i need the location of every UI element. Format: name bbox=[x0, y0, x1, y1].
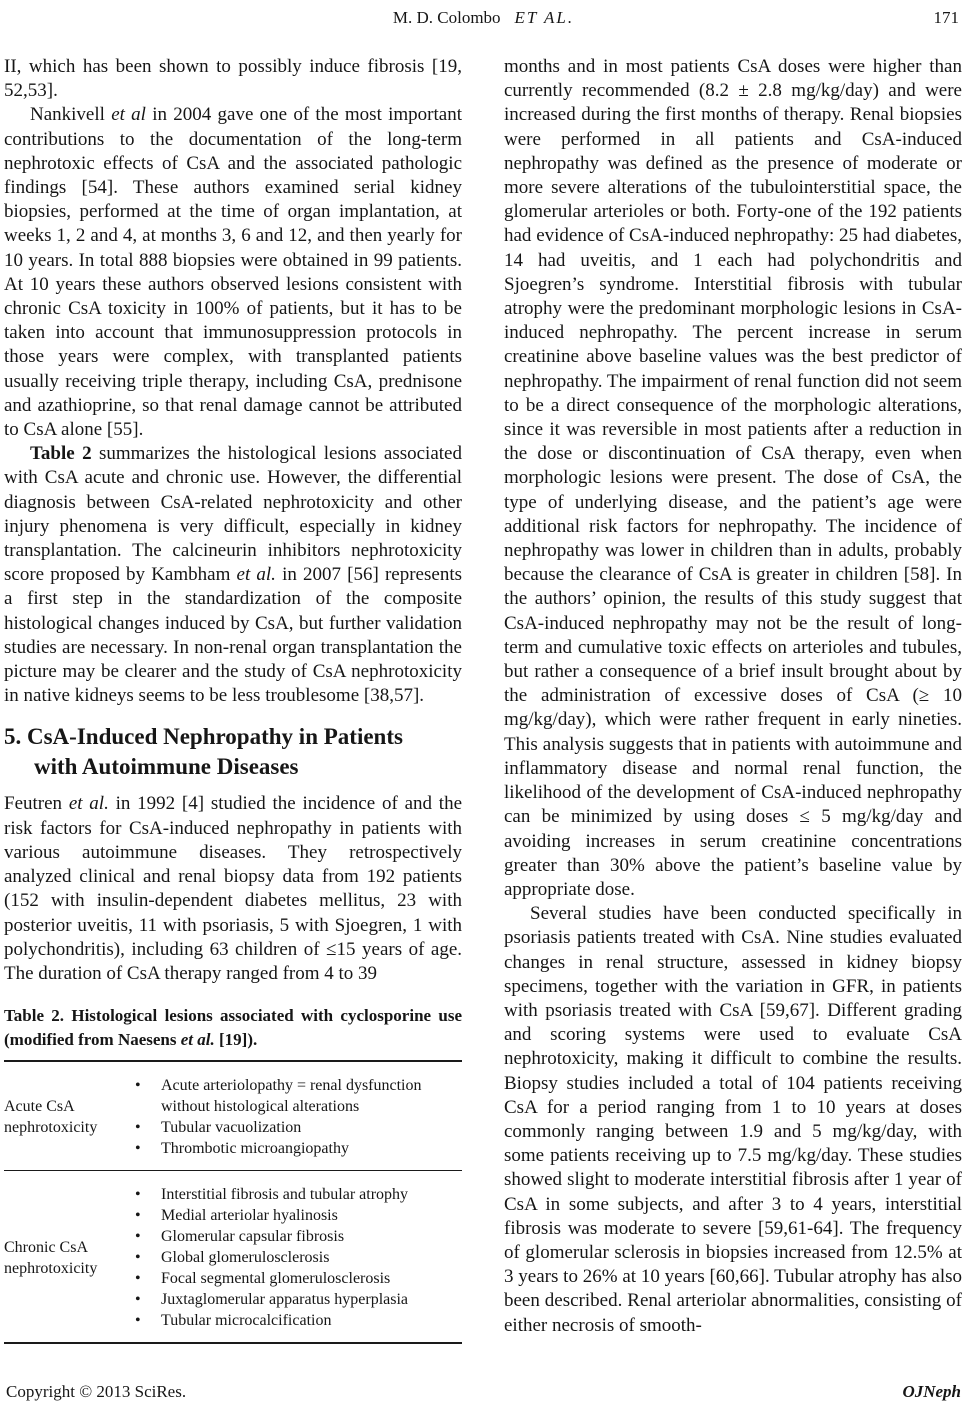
bullet-icon: • bbox=[135, 1312, 141, 1330]
bullet-text: Medial arteriolar hyalinosis bbox=[161, 1207, 338, 1225]
text-run-italic: et al. bbox=[236, 564, 276, 586]
bullet-icon: • bbox=[135, 1270, 141, 1288]
text-run: summarizes the histological lesions associated with CsA acute and chronic use. However, the differential diagnosis between CsA-related nephrotoxicity and other injury phenomena is very difficult, especially in kidney transplantation. The calcineurin inhibitors nephrotoxicity score proposed by Kambham bbox=[4, 443, 462, 586]
list-item bbox=[132, 1268, 462, 1289]
page-number: 171 bbox=[933, 8, 959, 27]
bullet-list-acute bbox=[132, 1075, 462, 1159]
list-item bbox=[132, 1310, 462, 1331]
section-heading-line1: 5. CsA-Induced Nephropathy in Patients bbox=[4, 724, 403, 750]
bullet-icon: • bbox=[135, 1291, 141, 1309]
text-run-italic: et al bbox=[111, 104, 146, 126]
text-run-bold: Table 2 bbox=[30, 443, 92, 465]
text-run-italic: et al. bbox=[68, 793, 109, 815]
page-footer bbox=[6, 1382, 961, 1402]
list-item bbox=[132, 1138, 462, 1159]
row-label-acute: Acute CsA nephrotoxicity bbox=[4, 1098, 98, 1137]
bullet-text: Global glomerulosclerosis bbox=[161, 1249, 330, 1267]
bullet-text: Tubular vacuolization bbox=[161, 1119, 302, 1137]
paragraph-psoriasis-studies: Several studies have been conducted specifically in psoriasis patients treated with CsA. Nine studies evaluated changes in renal structure, assessed in kidney biopsy specimens, together with the variation in GFR, in patients with psoriasis treated with CsA [59,67]. Different grading and scoring systems were used to evaluate CsA nephrotoxicity, making it difficult to combine the results. Biopsy studies included a total of 104 patients receiving CsA for a period ranging from 1 to 10 years at doses commonly ranging between 1.9 and 5 mg/kg/day, with some patients receiving up to 7.5 mg/kg/day. These studies showed slight to moderate interstitial fibrosis after 1 year of CsA in some subjects, and after 3 to 4 years, interstitial fibrosis was moderate to severe [59,61-64]. The frequency of glomerular sclerosis in biopsies increased from 12.5% at 3 years to 26% at 10 years [60,66]. Tubular atrophy has also been described. Renal arteriolar abnormalities, consisting of either necrosis of smooth- bbox=[504, 903, 962, 1336]
list-item bbox=[132, 1289, 462, 1310]
bullet-text: Juxtaglomerular apparatus hyperplasia bbox=[161, 1291, 409, 1309]
bullet-icon: • bbox=[135, 1077, 141, 1095]
copyright-notice: Copyright © 2013 SciRes. bbox=[6, 1382, 187, 1401]
list-item bbox=[132, 1205, 462, 1226]
two-column-body bbox=[4, 55, 962, 1344]
section-heading-5 bbox=[4, 722, 462, 782]
paragraph-feutren bbox=[4, 792, 462, 986]
bullet-icon: • bbox=[135, 1249, 141, 1267]
caption-run: Table 2. Histological lesions associated with cyclosporine use (modified from Naesens bbox=[4, 1006, 462, 1050]
left-column bbox=[4, 55, 462, 1344]
table-caption bbox=[4, 1004, 462, 1052]
list-item bbox=[132, 1075, 462, 1117]
section-heading-line2: with Autoimmune Diseases bbox=[34, 754, 299, 780]
paragraph-feutren-continuation: months and in most patients CsA doses were higher than currently recommended (8.2 ± 2.8 mg/kg/day) and were increased during the first months of therapy. Renal biopsies were performed in all patients and CsA-induced nephropathy was defined as the presence of moderate or more severe alterations of the tubulointerstitial space, the glomerular arterioles or both. Forty-one of the 192 patients had evidence of CsA-induced nephropathy: 25 had diabetes, 14 had uveitis, and 1 each had polychondritis and Sjoegren’s syndrome. Interstitial fibrosis with tubular atrophy were the predominant morphologic lesions in CsA-induced nephropathy. The percent increase in serum creatinine above baseline values was the best predictor of nephropathy. The impairment of renal function did not seem to be a direct consequence of the morphologic alterations, since it was reversible in most patients after a reduction in the dose or discontinuation of CsA therapy, even when morphologic lesions were present. The dose of CsA, the type of underlying disease, and the patient’s age were additional risk factors for nephropathy. The incidence of nephropathy was lower in children than in adults, probably because the clearance of CsA is greater in children [58]. In the authors’ opinion, the results of this study suggest that CsA-induced nephropathy may not be the result of long-term and cumulative toxic effects on arterioles and tubules, but rather a consequence of a brief insult brought about by the administration of excessive doses of CsA (≥ 10 mg/kg/day), which were rather frequent in early nineties. This analysis suggests that in patients with autoimmune and inflammatory disease and normal renal function, the likelihood of the development of CsA-induced nephropathy can be minimized by using doses ≤ 5 mg/kg/day and avoiding increases in serum creatinine concentrations greater than 30% above the patient’s baseline value by appropriate dose. bbox=[504, 56, 962, 900]
caption-run-italic: et al. bbox=[180, 1030, 215, 1050]
list-item bbox=[132, 1184, 462, 1205]
paragraph-fibrosis-end: II, which has been shown to possibly induce fibrosis [19, 52,53]. bbox=[4, 56, 462, 102]
list-item bbox=[132, 1247, 462, 1268]
table-row-acute bbox=[4, 1062, 462, 1170]
bullet-icon: • bbox=[135, 1228, 141, 1246]
bullet-icon: • bbox=[135, 1119, 141, 1137]
row-label-chronic: Chronic CsA nephrotoxicity bbox=[4, 1238, 98, 1277]
list-item bbox=[132, 1226, 462, 1247]
paragraph-nankivell bbox=[4, 103, 462, 442]
text-run: in 1992 [4] studied the incidence of and the risk factors for CsA-induced nephropathy in patients with various autoimmune diseases. They retrospectively analyzed clinical and renal biopsy data from 192 patients (152 with insulin-dependent diabetes mellitus, 23 with posterior uveitis, 11 with psoriasis, 5 with Sjoegren, 1 with polychondritis), including 63 children of ≤15 years of age. The duration of CsA therapy ranged from 4 to 39 bbox=[4, 793, 462, 984]
bullet-text: Focal segmental glomerulosclerosis bbox=[161, 1270, 391, 1288]
table-2 bbox=[4, 1060, 462, 1344]
bullet-text: Tubular microcalcification bbox=[161, 1312, 332, 1330]
running-head-authors: M. D. Colombo bbox=[392, 8, 501, 27]
list-item bbox=[132, 1117, 462, 1138]
bullet-list-chronic bbox=[132, 1184, 462, 1331]
text-run: Nankivell bbox=[30, 104, 112, 126]
bullet-text: Thrombotic microangiopathy bbox=[161, 1140, 349, 1158]
caption-run: [19]). bbox=[214, 1030, 258, 1050]
journal-abbrev: OJNeph bbox=[902, 1382, 961, 1401]
bullet-icon: • bbox=[135, 1140, 141, 1158]
bullet-icon: • bbox=[135, 1207, 141, 1225]
bullet-icon: • bbox=[135, 1186, 141, 1204]
running-head bbox=[0, 8, 967, 28]
text-run: in 2004 gave one of the most important contributions to the documentation of the long-term nephrotoxic effects of CsA and the associated pathologic findings [54]. These authors examined serial kidney biopsies, performed at the time of organ implantation, at weeks 1, 2 and 4, at months 3, 6 and 12, and then yearly for 10 years. In total 888 biopsies were obtained in 99 patients. At 10 years these authors observed lesions consistent with chronic CsA toxicity in 100% of patients, but it has to be taken into account that immunosuppression protocols in those years were complex, with transplanted patients usually receiving triple therapy, including CsA, prednisone and azathioprine, so that renal damage cannot be attributed to CsA alone [55]. bbox=[4, 104, 462, 441]
bullet-text: Interstitial fibrosis and tubular atrophy bbox=[161, 1186, 409, 1204]
bullet-text: Glomerular capsular fibrosis bbox=[161, 1228, 345, 1246]
bullet-text: Acute arteriolopathy = renal dysfunction without histological alterations bbox=[161, 1077, 422, 1116]
text-run: in 2007 [56] represents a first step in the standardization of the composite histological changes induced by CsA, but further validation studies are necessary. In non-renal organ transplantation the picture may be clearer and the study of CsA nephrotoxicity in native kidneys seems to be less troublesome [38,57]. bbox=[4, 564, 462, 707]
running-head-etal: ET AL. bbox=[514, 8, 575, 27]
table-row-chronic bbox=[4, 1170, 462, 1342]
right-column bbox=[504, 55, 962, 1338]
text-run: Feutren bbox=[4, 793, 69, 815]
paragraph-table2-summary bbox=[4, 442, 462, 708]
